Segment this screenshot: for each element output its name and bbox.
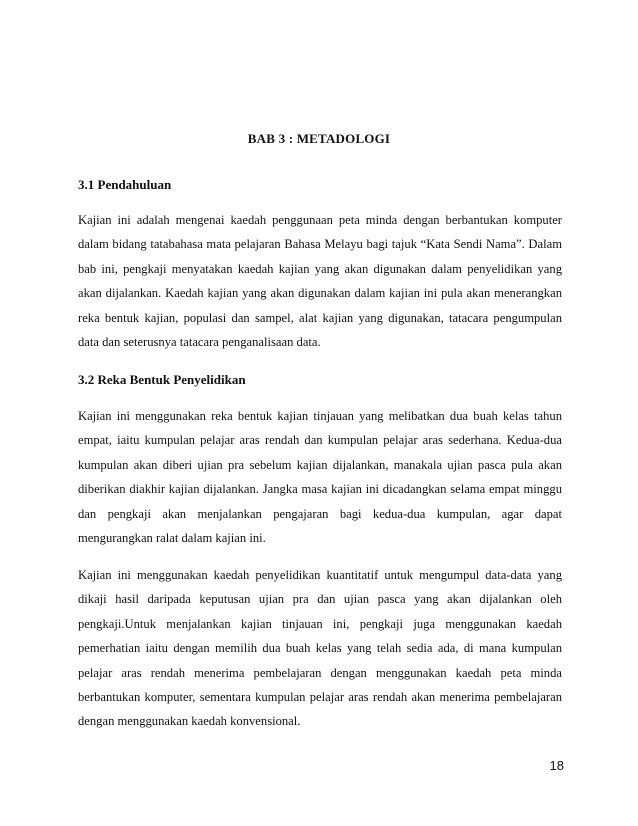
- chapter-title: BAB 3 : METADOLOGI: [247, 131, 391, 146]
- paragraph-pendahuluan: Kajian ini adalah mengenai kaedah penggunaan peta minda dengan berbantukan komputer dalam bidang tatabahasa mata pelajaran Bahasa Melayu bagi tajuk “Kata Sendi Nama”. Dalam bab ini, pengkaji menyatakan kaedah kajian yang akan digunakan dalam penyelidikan yang akan dijalankan. Kaedah kajian yang akan digunakan dalam kajian ini pula akan menerangkan reka bentuk kajian, populasi dan sampel, alat kajian yang digunakan, tatacara pengumpulan data dan seterusnya tatacara penganalisaan data.: [78, 213, 562, 350]
- section-heading-reka-bentuk: 3.2 Reka Bentuk Penyelidikan: [78, 372, 246, 387]
- section-heading-pendahuluan: 3.1 Pendahuluan: [78, 177, 172, 192]
- page-number: 18: [549, 758, 564, 773]
- paragraph-reka-bentuk-1: Kajian ini menggunakan reka bentuk kajian tinjauan yang melibatkan dua buah kelas tahun empat, iaitu kumpulan pelajar aras rendah dan kumpulan pelajar aras sederhana. Kedua-dua kumpulan akan diberi ujian pra sebelum kajian dijalankan, manakala ujian pasca pula akan diberikan diakhir kajian dijalankan. Jangka masa kajian ini dicadangkan selama empat minggu dan pengkaji akan menjalankan pengajaran bagi kedua-dua kumpulan, agar dapat mengurangkan ralat dalam kajian ini.: [78, 409, 562, 546]
- paragraph-reka-bentuk-2: Kajian ini menggunakan kaedah penyelidikan kuantitatif untuk mengumpul data-data yang dikaji hasil daripada keputusan ujian pra dan ujian pasca yang akan dijalankan oleh pengkaji.Untuk menjalankan kajian tinjauan ini, pengkaji juga menggunakan kaedah pemerhatian iaitu dengan memilih dua buah kelas yang telah sedia ada, di mana kumpulan pelajar aras rendah menerima pembelajaran dengan menggunakan kaedah peta minda berbantukan komputer, sementara kumpulan pelajar aras rendah akan menerima pembelajaran dengan menggunakan kaedah konvensional.: [78, 568, 562, 729]
